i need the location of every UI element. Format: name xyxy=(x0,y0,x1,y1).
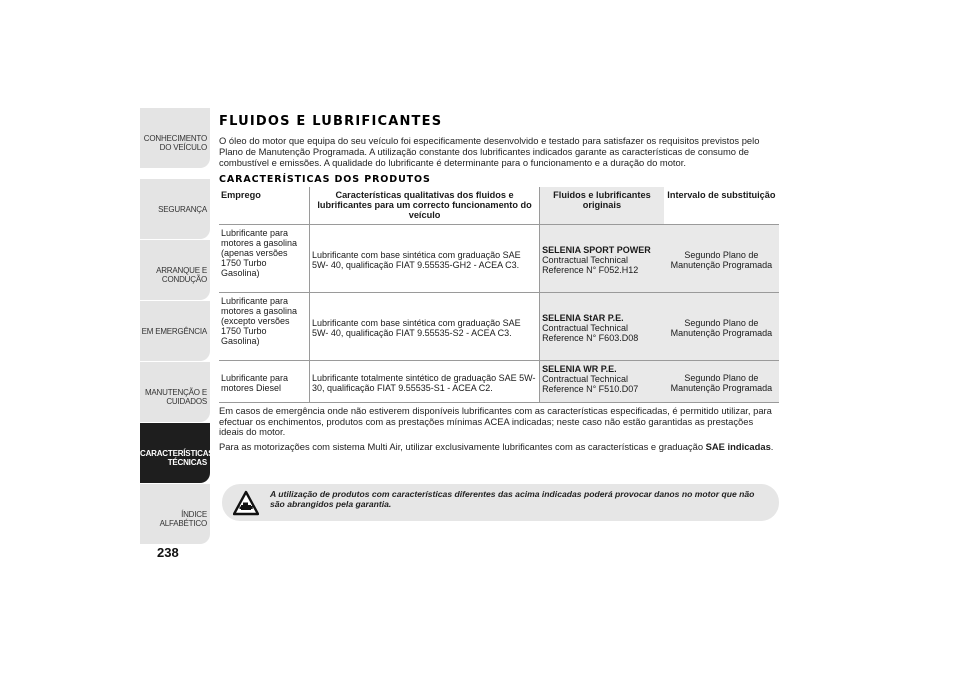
warning-text: A utilização de produtos com características diferentes das acima indicadas poderá provocar danos no motor que não são abrangidos pela garantia. xyxy=(270,489,755,509)
multiair-note-end: . xyxy=(770,440,774,452)
page-number: 238 xyxy=(157,545,179,560)
page-title: FLUIDOS E LUBRIFICANTES xyxy=(219,114,443,129)
tab-em-emergencia[interactable]: EM EMERGÊNCIA xyxy=(140,301,210,361)
intro-paragraph: O óleo do motor que equipa do seu veículo foi especificamente desenvolvido e testado para satisfazer os requisitos previstos pelo Plano de Manutenção Programada. A utilização constante dos lubrificantes indicados garante as características de consumo de combustível e emissões. A qualidade do lubrificante é determinante para o funcionamento e a duração do motor. xyxy=(219,135,760,168)
product-name: SELENIA WR P.E. xyxy=(542,364,617,374)
cell-product xyxy=(540,293,664,361)
cell-spec: Lubrificante com base sintética com graduação SAE 5W- 40, qualificação FIAT 9.55535-GH2 - ACEA C3. xyxy=(310,225,540,293)
products-table xyxy=(219,187,779,403)
tab-conhecimento-do-veiculo[interactable]: CONHECIMENTO DO VEÍCULO xyxy=(140,108,210,168)
product-reference: Contractual Technical Reference N° F052.H12 xyxy=(542,255,639,275)
tab-manutencao-e-cuidados[interactable]: MANUTENÇÃO E CUIDADOS xyxy=(140,362,210,422)
tab-arranque-e-conducao[interactable]: ARRANQUE E CONDUÇÃO xyxy=(140,240,210,300)
cell-use: Lubrificante para motores Diesel xyxy=(219,361,310,403)
table-row xyxy=(219,361,779,403)
cell-use: Lubrificante para motores a gasolina (apenas versões 1750 Turbo Gasolina) xyxy=(219,225,310,293)
header-intervalo: Intervalo de substituição xyxy=(664,187,779,225)
multiair-note-text: Para as motorizações com sistema Multi Air, utilizar exclusivamente lubrificantes com as características e graduação xyxy=(219,440,706,452)
emergency-note: Em casos de emergência onde não estiverem disponíveis lubrificantes com as características especificadas, é permitido utilizar, para efectuar os enchimentos, produtos com as prestações mínimas ACEA indicadas; neste caso não estão garantidas as prestações ideais do motor. xyxy=(219,405,772,437)
header-fluidos-originais: Fluidos e lubrificantes originais xyxy=(540,187,664,225)
cell-product xyxy=(540,361,664,403)
cell-spec: Lubrificante totalmente sintético de graduação SAE 5W-30, qualificação FIAT 9.55535-S1 - ACEA C2. xyxy=(310,361,540,403)
section-title: CARACTERÍSTICAS DOS PRODUTOS xyxy=(219,174,431,185)
table-row xyxy=(219,225,779,293)
product-reference: Contractual Technical Reference N° F510.D07 xyxy=(542,374,639,394)
warning-box xyxy=(222,484,779,521)
cell-use: Lubrificante para motores a gasolina (excepto versões 1750 Turbo Gasolina) xyxy=(219,293,310,361)
cell-spec: Lubrificante com base sintética com graduação SAE 5W- 40, qualificação FIAT 9.55535-S2 - ACEA C3. xyxy=(310,293,540,361)
header-caracteristicas: Características qualitativas dos fluidos e lubrificantes para um correcto funcionamento do veículo xyxy=(310,187,540,225)
product-name: SELENIA SPORT POWER xyxy=(542,245,651,255)
cell-product xyxy=(540,225,664,293)
multiair-note xyxy=(219,442,779,453)
cell-interval: Segundo Plano de Manutenção Programada xyxy=(664,361,779,403)
cell-interval: Segundo Plano de Manutenção Programada xyxy=(664,293,779,361)
multiair-note-emphasis: SAE indicadas xyxy=(705,440,771,452)
cell-interval: Segundo Plano de Manutenção Programada xyxy=(664,225,779,293)
tab-seguranca[interactable]: SEGURANÇA xyxy=(140,179,210,239)
engine-warning-triangle-icon xyxy=(233,490,259,516)
tab-caracteristicas-tecnicas[interactable]: CARACTERÍSTICAS TÉCNICAS xyxy=(140,423,210,483)
header-emprego: Emprego xyxy=(219,187,310,225)
tab-indice-alfabetico[interactable]: ÍNDICE ALFABÉTICO xyxy=(140,484,210,544)
product-name: SELENIA StAR P.E. xyxy=(542,313,624,323)
table-row xyxy=(219,293,779,361)
page-content xyxy=(219,114,779,452)
product-reference: Contractual Technical Reference N° F603.D08 xyxy=(542,323,639,343)
table-header-row xyxy=(219,187,779,225)
